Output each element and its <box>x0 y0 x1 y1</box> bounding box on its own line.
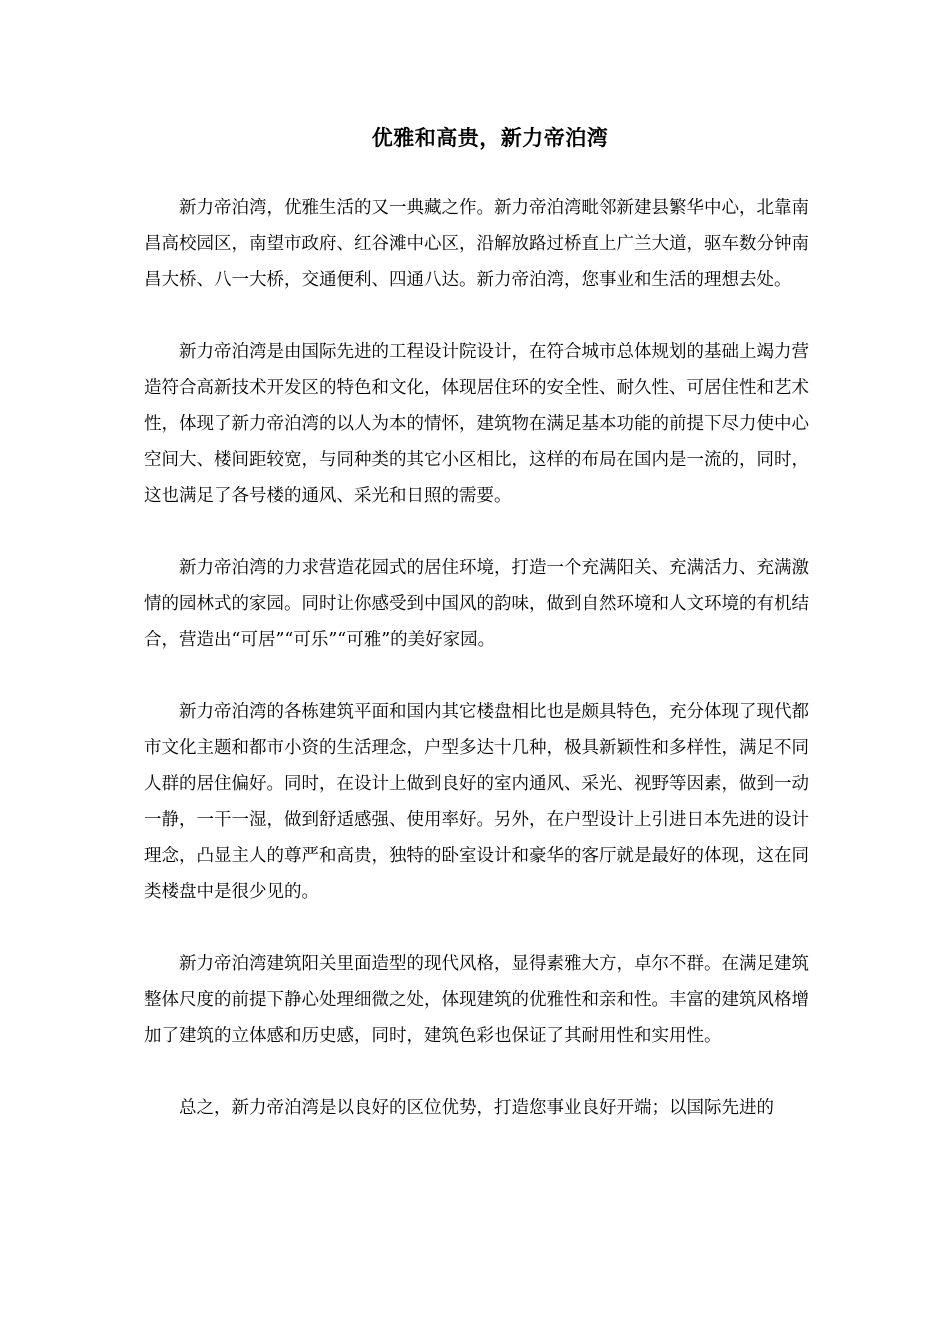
document-title: 优雅和高贵，新力帝泊湾 <box>371 126 609 150</box>
paragraph-design: 新力帝泊湾是由国际先进的工程设计院设计，在符合城市总体规划的基础上竭力营造符合高新技术开发区的特色和文化，体现居住环的安全性、耐久性、可居住性和艺术性，体现了新力帝泊湾的以人为本的情怀，建筑物在满足基本功能的前提下尽力使中心空间大、楼间距较宽，与同种类的其它小区相比，这样的布局在国内是一流的，同时，这也满足了各号楼的通风、采光和日照的需要。 <box>144 342 809 506</box>
paragraph-summary: 总之，新力帝泊湾是以良好的区位优势，打造您事业良好开端；以国际先进的 <box>179 1098 774 1118</box>
paragraph-environment: 新力帝泊湾的力求营造花园式的居住环境，打造一个充满阳关、充满活力、充满激情的园林式的家园。同时让你感受到中国风的韵味，做到自然环境和人文环境的有机结合，营造出“可居”“可乐”“可雅”的美好家园。 <box>144 558 809 650</box>
paragraph-architecture: 新力帝泊湾建筑阳关里面造型的现代风格，显得素雅大方，卓尔不群。在满足建筑整体尺度的前提下静心处理细微之处，体现建筑的优雅性和亲和性。丰富的建筑风格增加了建筑的立体感和历史感，同时，建筑色彩也保证了其耐用性和实用性。 <box>144 954 809 1046</box>
paragraph-location: 新力帝泊湾，优雅生活的又一典藏之作。新力帝泊湾毗邻新建县繁华中心，北靠南昌高校园区，南望市政府、红谷滩中心区，沿解放路过桥直上广兰大道，驱车数分钟南昌大桥、八一大桥，交通便利、四通八达。新力帝泊湾，您事业和生活的理想去处。 <box>144 198 809 290</box>
document-body <box>144 190 809 1162</box>
paragraph-floorplans: 新力帝泊湾的各栋建筑平面和国内其它楼盘相比也是颇具特色，充分体现了现代都市文化主题和都市小资的生活理念，户型多达十几种，极具新颖性和多样性，满足不同人群的居住偏好。同时，在设计上做到良好的室内通风、采光、视野等因素，做到一动一静，一干一湿，做到舒适感强、使用率好。另外，在户型设计上引进日本先进的设计理念，凸显主人的尊严和高贵，独特的卧室设计和豪华的客厅就是最好的体现，这在同类楼盘中是很少见的。 <box>144 702 809 902</box>
